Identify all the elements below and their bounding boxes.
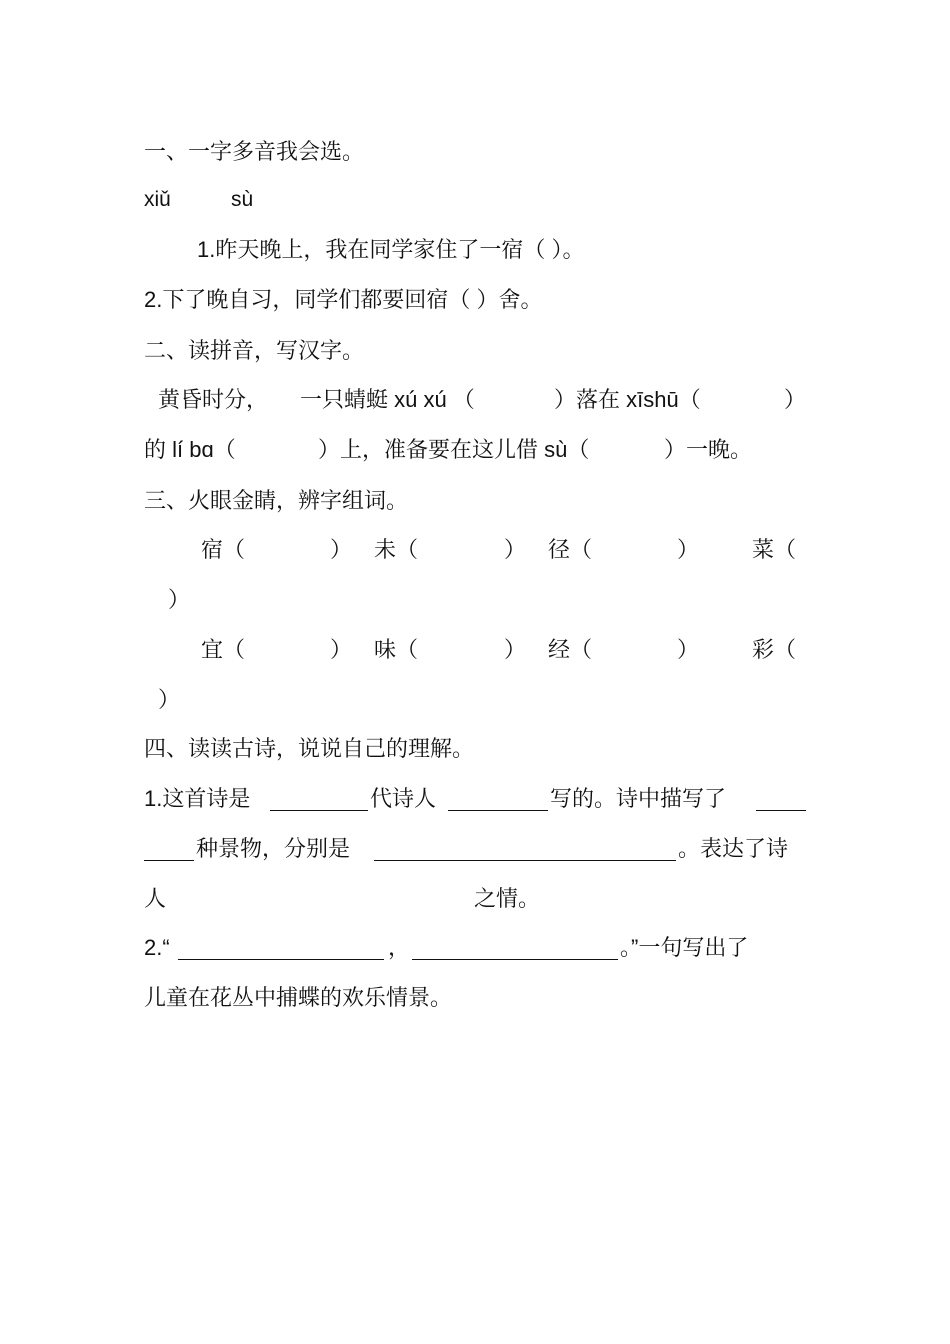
word-item-close: ） <box>677 637 700 662</box>
section2-line2-part2: ）上，准备要在这儿借 sù（ <box>318 437 590 462</box>
section2-line1-part2: 一只蜻蜓 xú xú （ <box>300 387 475 412</box>
count-blank-start[interactable] <box>756 788 806 811</box>
word-item-open: 经（ <box>548 637 593 662</box>
section1-question-2: 2.下了晚自习，同学们都要回宿（ ）舍。 <box>144 287 543 312</box>
q1-text-c: 写的。诗中描写了 <box>550 786 727 811</box>
word-item-open: 彩（ <box>752 637 797 662</box>
word-item-close: ） <box>677 537 700 562</box>
section2-line1-part1: 黄昏时分， <box>158 387 269 412</box>
q1-text-b: 代诗人 <box>370 786 437 811</box>
section4-title: 四、读读古诗，说说自己的理解。 <box>144 736 475 761</box>
section4-question-2-line-2: 儿童在花丛中捕蝶的欢乐情景。 <box>144 985 453 1010</box>
word-item-open: 菜（ <box>752 537 797 562</box>
poem-line-blank-2[interactable] <box>412 937 618 960</box>
word-item-close: ） <box>504 537 527 562</box>
scenery-blank[interactable] <box>374 838 676 861</box>
dynasty-blank[interactable] <box>270 788 368 811</box>
word-item-open: 宿（ <box>201 537 246 562</box>
section3-title: 三、火眼金睛，辨字组词。 <box>144 488 409 513</box>
section3-row-2-wrap: ） <box>158 687 181 712</box>
q1-text-g: 之情。 <box>474 886 541 911</box>
section2-line2-part3: ）一晚。 <box>664 437 753 462</box>
q1-text-d: 种景物，分别是 <box>196 836 351 861</box>
count-blank-end[interactable] <box>144 838 194 861</box>
poet-blank[interactable] <box>448 788 548 811</box>
section3-row-1-wrap: ） <box>168 587 191 612</box>
word-item-close: ） <box>504 637 527 662</box>
pinyin-option-1: xiǔ <box>144 188 171 211</box>
section2-line1-part3: ）落在 xīshū（ <box>554 387 701 412</box>
section2-title: 二、读拼音，写汉字。 <box>144 338 365 363</box>
pinyin-option-2: sù <box>231 188 254 211</box>
word-item-open: 味（ <box>374 637 419 662</box>
word-item-open: 未（ <box>374 537 419 562</box>
q1-text-f: 人 <box>144 886 167 911</box>
q2-text-b: ， <box>388 935 411 960</box>
section2-line1-part4: ） <box>784 387 807 412</box>
q1-text-e: 。表达了诗 <box>678 836 789 861</box>
section2-line2-part1: 的 lí bɑ（ <box>144 437 236 462</box>
q2-text-a: 2.“ <box>144 935 170 960</box>
word-item-open: 径（ <box>548 537 593 562</box>
q2-text-c: 。”一句写出了 <box>620 935 749 960</box>
poem-line-blank-1[interactable] <box>178 937 384 960</box>
word-item-close: ） <box>330 537 353 562</box>
section1-title: 一、一字多音我会选。 <box>144 139 365 164</box>
section1-question-1: 1.昨天晚上，我在同学家住了一宿（ ）。 <box>197 237 585 262</box>
word-item-close: ） <box>330 637 353 662</box>
word-item-open: 宜（ <box>201 637 246 662</box>
q1-text-a: 1.这首诗是 <box>144 786 251 811</box>
